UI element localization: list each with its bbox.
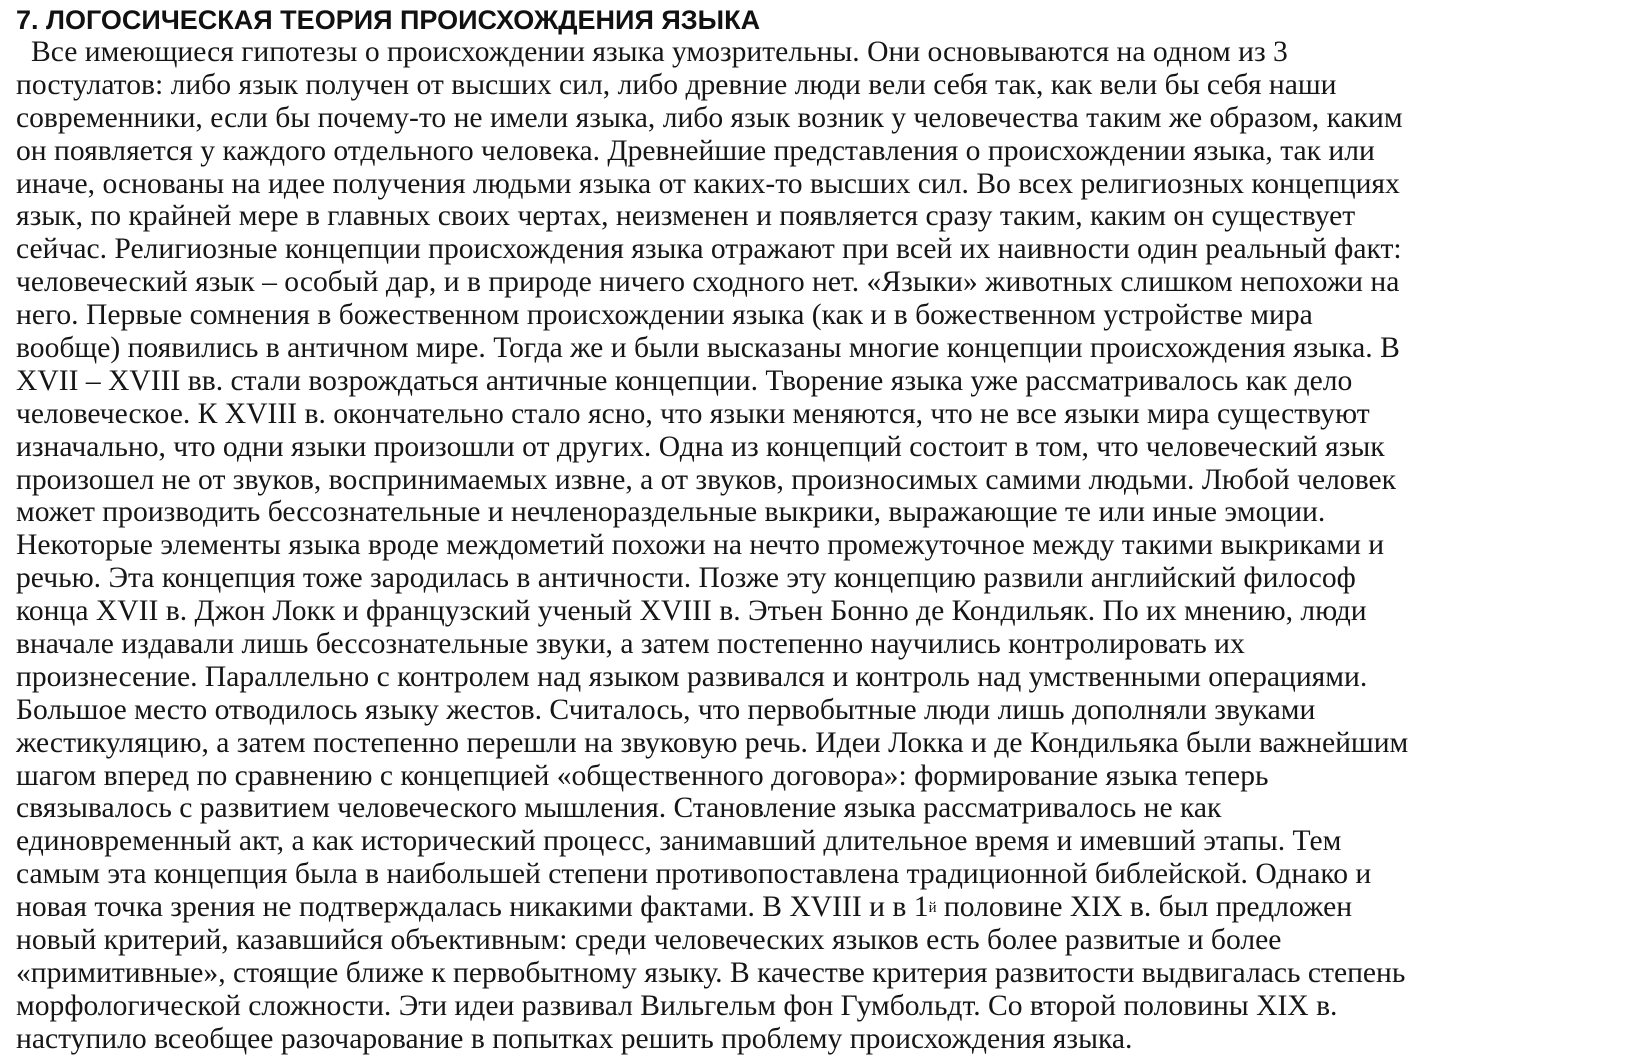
text-line: язык, по крайней мере в главных своих чертах, неизменен и появляется сразу таким, каким он существует [16, 200, 1356, 233]
text-line: «примитивные», стоящие ближе к первобытному языку. В качестве критерия развитости выдвигалась степень [16, 956, 1406, 989]
text-line: самым эта концепция была в наибольшей степени противопоставлена традиционной библейской. Однако и [16, 858, 1372, 891]
text-fragment: половине XIX в. был предложен [936, 891, 1353, 924]
text-line: Большое место отводилось языку жестов. Считалось, что первобытные люди лишь дополняли звуками [16, 693, 1316, 726]
text-line: конца XVII в. Джон Локк и французский ученый XVIII в. Этьен Бонно де Кондильяк. По их мнению, люди [16, 595, 1367, 628]
text-line: произошел не от звуков, воспринимаемых извне, а от звуков, произносимых самими людьми. Любой человек [16, 463, 1397, 496]
text-line: человеческое. К XVIII в. окончательно стало ясно, что языки меняются, что не все языки мира существуют [16, 397, 1370, 430]
text-line: XVII – XVIII вв. стали возрождаться античные концепции. Творение языка уже рассматривалось как дело [16, 364, 1353, 397]
text-line: единовременный акт, а как исторический процесс, занимавший длительное время и имевший этапы. Тем [16, 825, 1342, 858]
text-line: речью. Эта концепция тоже зародилась в античности. Позже эту концепцию развили английский философ [16, 562, 1356, 595]
text-line: морфологической сложности. Эти идеи развивал Вильгельм фон Гумбольдт. Со второй половины XIX в. [16, 989, 1338, 1022]
text-line: связывалось с развитием человеческого мышления. Становление языка рассматривалось не как [16, 792, 1222, 825]
body-paragraph [16, 36, 1636, 1056]
text-line: наступило всеобщее разочарование в попытках решить проблему происхождения языка. [16, 1022, 1133, 1055]
text-line: произнесение. Параллельно с контролем над языком развивался и контроль над умственными операциями. [16, 660, 1368, 693]
text-line: постулатов: либо язык получен от высших сил, либо древние люди вели себя так, как вели бы себя наши [16, 68, 1337, 101]
text-line: иначе, основаны на идее получения людьми языка от каких-то высших сил. Во всех религиозных концепциях [16, 167, 1400, 200]
text-line: новый критерий, казавшийся объективным: среди человеческих языков есть более развитые и более [16, 924, 1282, 957]
text-line: вначале издавали лишь бессознательные звуки, а затем постепенно научились контролировать их [16, 628, 1245, 661]
text-line: него. Первые сомнения в божественном происхождении языка (как и в божественном устройстве мира [16, 299, 1313, 332]
document-page [16, 4, 1636, 1056]
text-line: жестикуляцию, а затем постепенно перешли на звуковую речь. Идеи Локка и де Кондильяка были важнейшим [16, 726, 1409, 759]
section-heading: 7. ЛОГОСИЧЕСКАЯ ТЕОРИЯ ПРОИСХОЖДЕНИЯ ЯЗЫКА [16, 5, 761, 35]
text-line-with-superscript [16, 891, 1636, 924]
text-line: Все имеющиеся гипотезы о происхождении языка умозрительны. Они основываются на одном из 3 [31, 36, 1288, 68]
ordinal-superscript: й [928, 899, 937, 916]
text-line: он появляется у каждого отдельного человека. Древнейшие представления о происхождении языка, так или [16, 134, 1375, 167]
text-line: Некоторые элементы языка вроде междометий похожи на нечто промежуточное между такими выкриками и [16, 529, 1385, 562]
text-line: изначально, что одни языки произошли от других. Одна из концепций состоит в том, что человеческий язык [16, 430, 1385, 463]
text-line: человеческий язык – особый дар, и в природе ничего сходного нет. «Языки» животных слишком непохожи на [16, 266, 1400, 299]
text-line: может производить бессознательные и нечленораздельные выкрики, выражающие те или иные эмоции. [16, 496, 1326, 529]
text-line: шагом вперед по сравнению с концепцией «общественного договора»: формирование языка теперь [16, 759, 1269, 792]
text-line: современники, если бы почему-то не имели языка, либо язык возник у человечества таким же образом, каким [16, 101, 1403, 134]
text-line: сейчас. Религиозные концепции происхождения языка отражают при всей их наивности один реальный факт: [16, 233, 1402, 266]
text-fragment: новая точка зрения не подтверждалась никакими фактами. В XVIII и в 1 [16, 891, 929, 924]
text-line: вообще) появились в античном мире. Тогда же и были высказаны многие концепции происхождения языка. В [16, 332, 1400, 365]
